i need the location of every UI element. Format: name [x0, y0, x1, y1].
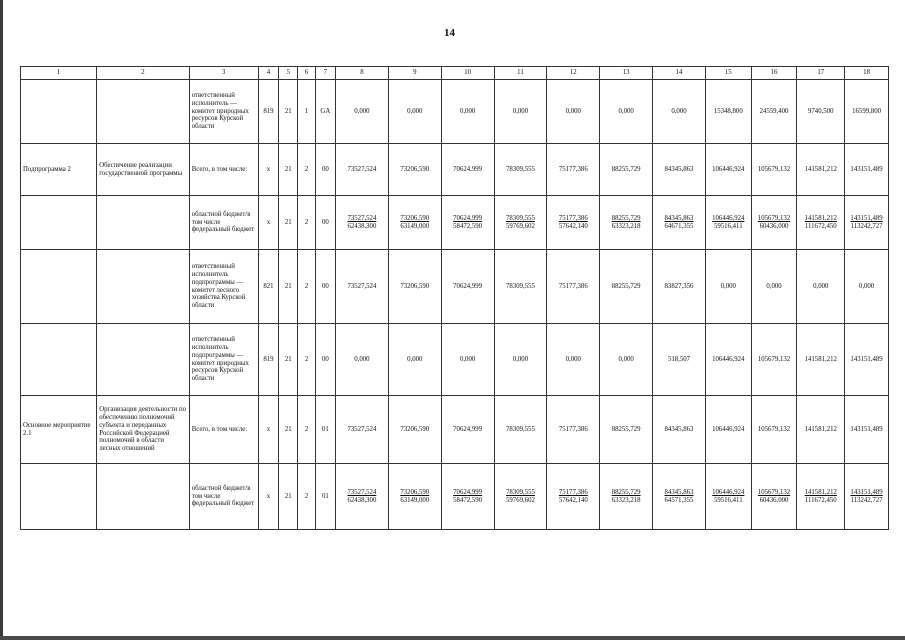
value-cell: 0,000: [336, 80, 389, 144]
federal-value: 113242,727: [850, 222, 883, 230]
value-cell: 143151,489: [845, 324, 889, 396]
scan-edge-left: [0, 0, 3, 640]
federal-value: 63323,218: [611, 222, 641, 230]
total-value: 73527,524: [347, 488, 377, 496]
code-cell: GA: [315, 80, 335, 144]
value-cell: 88255,729: [600, 396, 653, 464]
federal-value: 59769,602: [506, 222, 535, 230]
program-name-cell: [21, 324, 97, 396]
code-cell: 2: [298, 324, 315, 396]
total-value: 143151,489: [850, 214, 883, 222]
value-cell: [336, 196, 389, 250]
header-row: [21, 67, 889, 80]
program-name-cell: Подпрограмма 2: [21, 144, 97, 196]
value-cell: 0,000: [705, 250, 751, 324]
col-header: 14: [653, 67, 706, 80]
value-cell: 75177,386: [547, 144, 600, 196]
value-cell: 141581,212: [797, 324, 845, 396]
code-cell: 21: [279, 144, 298, 196]
value-cell: 141581,212: [797, 396, 845, 464]
program-description-cell: Обеспечение реализации государственной программы: [97, 144, 189, 196]
value-cell: [336, 464, 389, 530]
value-cell: 105679,132: [751, 144, 797, 196]
value-cell: [388, 464, 441, 530]
total-value: 78309,555: [506, 488, 535, 496]
scan-edge-bottom: [0, 636, 905, 640]
total-value: 106446,924: [712, 488, 745, 496]
value-cell: 15348,800: [705, 80, 751, 144]
col-header: 1: [21, 67, 97, 80]
value-cell: 70624,999: [441, 144, 494, 196]
code-cell: 00: [315, 144, 335, 196]
code-cell: 21: [279, 80, 298, 144]
value-cell: 78309,555: [494, 396, 547, 464]
federal-value: 62438,300: [347, 496, 377, 504]
value-cell: 73206,590: [388, 250, 441, 324]
program-name-cell: [21, 250, 97, 324]
budget-table: [20, 66, 889, 530]
code-cell: 1: [298, 80, 315, 144]
value-cell: 78309,555: [494, 250, 547, 324]
federal-value: 113242,727: [850, 496, 883, 504]
code-cell: 00: [315, 196, 335, 250]
total-value: 78309,555: [506, 214, 535, 222]
total-value: 84345,863: [664, 488, 694, 496]
program-name-cell: Основное мероприятие 2.1: [21, 396, 97, 464]
value-cell: 0,000: [600, 324, 653, 396]
col-header: 11: [494, 67, 547, 80]
table-row: [21, 80, 889, 144]
value-cell: 16599,800: [845, 80, 889, 144]
funding-source-cell: областной бюджет/в том числе федеральный бюджет: [189, 464, 258, 530]
value-cell: 106446,924: [705, 396, 751, 464]
value-cell: 143151,489: [845, 144, 889, 196]
code-cell: 821: [258, 250, 278, 324]
value-cell: [600, 464, 653, 530]
value-cell: 84345,863: [653, 396, 706, 464]
code-cell: 21: [279, 324, 298, 396]
program-description-cell: [97, 196, 189, 250]
total-value: 88255,729: [611, 488, 641, 496]
value-cell: 0,000: [441, 324, 494, 396]
value-cell: 70624,999: [441, 396, 494, 464]
value-cell: 0,000: [388, 80, 441, 144]
value-cell: [547, 196, 600, 250]
program-description-cell: [97, 324, 189, 396]
code-cell: 2: [298, 396, 315, 464]
value-cell: 0,000: [797, 250, 845, 324]
value-cell: 75177,386: [547, 396, 600, 464]
value-cell: [600, 196, 653, 250]
value-cell: 73206,590: [388, 144, 441, 196]
value-cell: [653, 196, 706, 250]
table-row: [21, 144, 889, 196]
value-cell: 84345,863: [653, 144, 706, 196]
value-cell: 518,507: [653, 324, 706, 396]
value-cell: [705, 464, 751, 530]
program-description-cell: [97, 250, 189, 324]
total-value: 143151,489: [850, 488, 883, 496]
federal-value: 63149,000: [400, 496, 430, 504]
total-value: 88255,729: [611, 214, 641, 222]
total-value: 75177,386: [558, 214, 588, 222]
table-body: [21, 80, 889, 530]
federal-value: 57642,140: [558, 222, 588, 230]
total-value: 141581,212: [804, 488, 837, 496]
value-cell: 73527,524: [336, 144, 389, 196]
table-row: [21, 324, 889, 396]
code-cell: 819: [258, 80, 278, 144]
code-cell: x: [258, 464, 278, 530]
code-cell: 21: [279, 196, 298, 250]
table-row: [21, 464, 889, 530]
value-cell: 83827,356: [653, 250, 706, 324]
value-cell: 0,000: [653, 80, 706, 144]
federal-value: 58472,590: [453, 222, 483, 230]
value-cell: [797, 464, 845, 530]
value-cell: [797, 196, 845, 250]
total-value: 70624,999: [453, 488, 483, 496]
table-row: [21, 396, 889, 464]
value-cell: 0,000: [441, 80, 494, 144]
code-cell: 00: [315, 250, 335, 324]
federal-value: 64671,355: [664, 222, 694, 230]
col-header: 3: [189, 67, 258, 80]
value-cell: [388, 196, 441, 250]
funding-source-cell: Всего, в том числе:: [189, 396, 258, 464]
federal-value: 64571,355: [664, 496, 694, 504]
table-row: [21, 196, 889, 250]
federal-value: 111672,450: [804, 496, 837, 504]
program-description-cell: Организация деятельности по обеспечению полномочий субъекта и переданных Российской Федерацией полномочий в области лесных отношений: [97, 396, 189, 464]
code-cell: x: [258, 196, 278, 250]
funding-source-cell: ответственный исполнитель — комитет природных ресурсов Курской области: [189, 80, 258, 144]
col-header: 8: [336, 67, 389, 80]
value-cell: 0,000: [494, 324, 547, 396]
value-cell: 88255,729: [600, 250, 653, 324]
value-cell: 75177,386: [547, 250, 600, 324]
federal-value: 59516,411: [713, 496, 743, 504]
value-cell: 0,000: [600, 80, 653, 144]
program-description-cell: [97, 80, 189, 144]
value-cell: [751, 464, 797, 530]
code-cell: 2: [298, 144, 315, 196]
total-value: 84345,863: [664, 214, 694, 222]
federal-value: 111672,450: [804, 222, 837, 230]
federal-value: 63149,000: [400, 222, 430, 230]
federal-value: 58472,590: [453, 496, 483, 504]
page-number: 14: [444, 27, 455, 39]
total-value: 105679,132: [757, 214, 791, 222]
value-cell: [653, 464, 706, 530]
code-cell: 21: [279, 464, 298, 530]
code-cell: 21: [279, 396, 298, 464]
code-cell: 01: [315, 464, 335, 530]
code-cell: 2: [298, 250, 315, 324]
funding-source-cell: ответственный исполнитель подпрограммы — комитет природных ресурсов Курской области: [189, 324, 258, 396]
value-cell: [547, 464, 600, 530]
total-value: 73206,590: [400, 214, 430, 222]
value-cell: 143151,489: [845, 396, 889, 464]
value-cell: 88255,729: [600, 144, 653, 196]
value-cell: [441, 196, 494, 250]
value-cell: 0,000: [547, 80, 600, 144]
federal-value: 59769,602: [506, 496, 535, 504]
federal-value: 57642,140: [558, 496, 588, 504]
total-value: 75177,386: [558, 488, 588, 496]
value-cell: 73527,524: [336, 396, 389, 464]
total-value: 70624,999: [453, 214, 483, 222]
value-cell: 0,000: [388, 324, 441, 396]
col-header: 12: [547, 67, 600, 80]
col-header: 15: [705, 67, 751, 80]
value-cell: 9740,500: [797, 80, 845, 144]
value-cell: 78309,555: [494, 144, 547, 196]
value-cell: 106446,924: [705, 144, 751, 196]
code-cell: 01: [315, 396, 335, 464]
col-header: 9: [388, 67, 441, 80]
code-cell: x: [258, 144, 278, 196]
value-cell: [441, 464, 494, 530]
value-cell: 70624,999: [441, 250, 494, 324]
value-cell: 0,000: [336, 324, 389, 396]
value-cell: 0,000: [494, 80, 547, 144]
code-cell: 2: [298, 196, 315, 250]
federal-value: 60436,000: [759, 222, 789, 230]
col-header: 4: [258, 67, 278, 80]
code-cell: 819: [258, 324, 278, 396]
program-name-cell: [21, 196, 97, 250]
value-cell: 73527,524: [336, 250, 389, 324]
col-header: 6: [298, 67, 315, 80]
code-cell: 00: [315, 324, 335, 396]
col-header: 7: [315, 67, 335, 80]
col-header: 13: [600, 67, 653, 80]
funding-source-cell: ответственный исполнитель подпрограммы — комитет лесного хозяйства Курской области: [189, 250, 258, 324]
federal-value: 59516,411: [713, 222, 743, 230]
col-header: 17: [797, 67, 845, 80]
value-cell: 105679,132: [751, 324, 797, 396]
total-value: 105679,132: [757, 488, 791, 496]
col-header: 10: [441, 67, 494, 80]
program-description-cell: [97, 464, 189, 530]
col-header: 2: [97, 67, 189, 80]
code-cell: 21: [279, 250, 298, 324]
col-header: 5: [279, 67, 298, 80]
value-cell: 106446,924: [705, 324, 751, 396]
table-row: [21, 250, 889, 324]
federal-value: 62438,300: [347, 222, 377, 230]
federal-value: 60436,000: [759, 496, 789, 504]
federal-value: 63323,218: [611, 496, 641, 504]
value-cell: [494, 196, 547, 250]
code-cell: 2: [298, 464, 315, 530]
value-cell: 105679,132: [751, 396, 797, 464]
value-cell: 0,000: [845, 250, 889, 324]
total-value: 73206,590: [400, 488, 430, 496]
value-cell: 141581,212: [797, 144, 845, 196]
col-header: 16: [751, 67, 797, 80]
total-value: 141581,212: [804, 214, 837, 222]
value-cell: [845, 196, 889, 250]
value-cell: 24559,400: [751, 80, 797, 144]
code-cell: x: [258, 396, 278, 464]
value-cell: [705, 196, 751, 250]
value-cell: [494, 464, 547, 530]
value-cell: [751, 196, 797, 250]
col-header: 18: [845, 67, 889, 80]
value-cell: 0,000: [547, 324, 600, 396]
program-name-cell: [21, 80, 97, 144]
value-cell: 73206,590: [388, 396, 441, 464]
funding-source-cell: областной бюджет/в том числе федеральный бюджет: [189, 196, 258, 250]
value-cell: [845, 464, 889, 530]
total-value: 73527,524: [347, 214, 377, 222]
total-value: 106446,924: [712, 214, 745, 222]
program-name-cell: [21, 464, 97, 530]
funding-source-cell: Всего, в том числе:: [189, 144, 258, 196]
value-cell: 0,000: [751, 250, 797, 324]
